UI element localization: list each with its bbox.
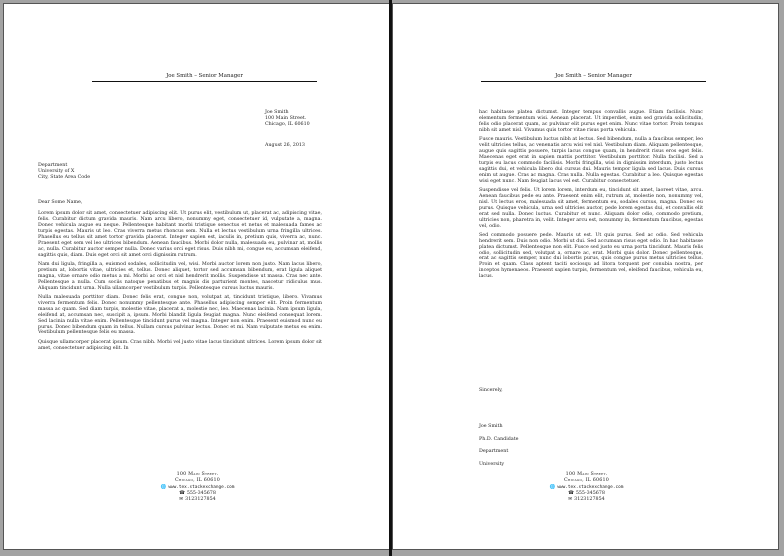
- fax-icon: ✉: [568, 497, 573, 503]
- footer-fax: 3123127854: [574, 497, 605, 503]
- greeting: Dear Some Name,: [38, 200, 83, 205]
- footer-fax: 3123127854: [185, 497, 216, 503]
- header-rule: [481, 81, 706, 82]
- footer-web[interactable]: www.tex.stackexchange.com: [168, 484, 235, 490]
- signature-title: Ph.D. Candidate: [479, 436, 519, 442]
- body-paragraph: Nulla malesuada porttitor diam. Donec felis erat, congue non, volutpat at, tincidunt tristique, libero. Vivamus viverra fermentum felis. Donec nonummy pellentesque ante. Phasellus adipiscing semper elit. Proin fermentum massa ac quam. Sed diam turpis, molestie vitae, placerat a, molestie nec, leo. Maecenas lacinia. Nam ipsum ligula, eleifend at, accumsan nec, suscipit a, ipsum. Morbi blandit ligula feugiat magna. Nunc eleifend consequat lorem. Sed lacinia nulla vitae enim. Pellentesque tincidunt purus vel magna. Integer non enim. Praesent euismod nunc eu purus. Donec bibendum quam in tellus. Nullam cursus pulvinar lectus. Donec et mi. Nam vulputate metus eu enim. Vestibulum pellentesque felis eu massa.: [38, 294, 322, 336]
- footer-phone: 555-345678: [186, 490, 216, 496]
- sender-street: 100 Main Street.: [265, 116, 307, 121]
- body-paragraph: Nam dui ligula, fringilla a, euismod sodales, sollicitudin vel, wisi. Morbi auctor lorem non justo. Nam lacus libero, pretium at, lobortis vitae, ultricies et, tellus. Donec aliquet, tortor sed accumsan bibendum, erat ligula aliquet magna, vitae ornare odio metus a mi. Morbi ac orci et nisl hendrerit mollis. Suspendisse ut massa. Cras nec ante. Pellentesque a nulla. Cum sociis natoque penatibus et magnis dis parturient montes, nascetur ridiculus mus. Aliquam tincidunt urna. Nulla ullamcorper vestibulum turpis. Pellentesque cursus luctus mauris.: [38, 261, 322, 291]
- body-paragraph: Quisque ullamcorper placerat ipsum. Cras nibh. Morbi vel justo vitae lacus tincidunt ultrices. Lorem ipsum dolor sit amet, consectetuer adipiscing elit. In: [38, 339, 322, 351]
- header-rule: [92, 81, 317, 82]
- letter-date: August 26, 2013: [265, 143, 305, 148]
- body-paragraph: Sed commodo posuere pede. Mauris ut est. Ut quis purus. Sed ac odio. Sed vehicula hendrerit sem. Duis non odio. Morbi ut dui. Sed accumsan risus eget odio. In hac habitasse platea dictumst. Pellentesque non elit. Fusce sed justo eu urna porta tincidunt. Mauris felis odio, sollicitudin sed, volutpat a, ornare ac, erat. Morbi quis dolor. Donec pellentesque, erat ac sagittis semper, nunc dui lobortis purus, quis congue purus metus ultricies tellus. Proin et quam. Class aptent taciti sociosqu ad litora torquent per conubia nostra, per inceptos hymenaeos. Praesent sapien turpis, fermentum vel, eleifend faucibus, vehicula eu, lacus.: [479, 232, 703, 280]
- page-footer: [393, 472, 779, 503]
- footer-city: Chicago, IL 60610: [563, 478, 610, 484]
- page-footer: [4, 472, 390, 503]
- recipient-line: City, State Area Code: [38, 175, 91, 180]
- signature-univ: University: [479, 461, 505, 467]
- footer-city: Chicago, IL 60610: [174, 478, 221, 484]
- fax-icon: ✉: [179, 497, 184, 503]
- letter-body: [479, 110, 703, 283]
- body-paragraph: Fusce mauris. Vestibulum luctus nibh at lectus. Sed bibendum, nulla a faucibus semper, leo velit ultricies tellus, ac venenatis arcu wisi vel nisl. Vestibulum diam. Aliquam pellentesque, augue quis sagittis posuere, turpis lacus congue quam, in hendrerit risus eros eget felis. Maecenas eget erat in sapien mattis porttitor. Vestibulum porttitor. Nulla facilisi. Sed a turpis eu lacus commodo facilisis. Morbi fringilla, wisi in dignissim interdum, justo lectus sagittis dui, et vehicula libero dui cursus dui. Mauris tempor ligula sed lacus. Duis cursus enim ut augue. Cras ac magna. Cras nulla. Nulla egestas. Curabitur a leo. Quisque egestas wisi eget nunc. Nam feugiat lacus vel est. Curabitur consectetuer.: [479, 137, 703, 184]
- recipient-line: Department: [38, 163, 68, 168]
- phone-icon: ☎: [179, 490, 185, 496]
- letter-body: [38, 211, 322, 355]
- footer-street: 100 Main Street.: [176, 472, 219, 477]
- footer-street: 100 Main Street.: [565, 472, 608, 477]
- footer-fax-row: [4, 497, 390, 503]
- sender-city: Chicago, IL 60610: [265, 122, 310, 127]
- signature-name: Joe Smith: [479, 424, 503, 429]
- page-header: Joe Smith – Senior Manager: [555, 73, 632, 79]
- globe-icon: 🌐: [549, 484, 556, 490]
- phone-icon: ☎: [568, 490, 574, 496]
- recipient-address: [38, 163, 90, 181]
- globe-icon: 🌐: [160, 484, 167, 490]
- footer-fax-row: [393, 497, 779, 503]
- footer-phone: 555-345678: [575, 490, 605, 496]
- recipient-line: University of X: [38, 169, 75, 174]
- signature-dept: Department: [479, 449, 509, 454]
- page-1: [3, 3, 390, 550]
- signature-block: [479, 421, 519, 471]
- sender-address: [265, 110, 310, 128]
- page-header: Joe Smith – Senior Manager: [166, 73, 243, 79]
- footer-web[interactable]: www.tex.stackexchange.com: [557, 484, 624, 490]
- closing: Sincerely,: [479, 388, 503, 393]
- body-paragraph: Lorem ipsum dolor sit amet, consectetuer adipiscing elit. Ut purus elit, vestibulum ut, placerat ac, adipiscing vitae, felis. Curabitur dictum gravida mauris. Nam arcu libero, nonummy eget, consectetuer id, vulputate a, magna. Donec vehicula augue eu neque. Pellentesque habitant morbi tristique senectus et netus et malesuada fames ac turpis egestas. Mauris ut leo. Cras viverra metus rhoncus sem. Nulla et lectus vestibulum urna fringilla ultrices. Phasellus eu tellus sit amet tortor gravida placerat. Integer sapien est, iaculis in, pretium quis, viverra ac, nunc. Praesent eget sem vel leo ultrices bibendum. Aenean faucibus. Morbi dolor nulla, malesuada eu, pulvinar at, mollis ac, nulla. Curabitur auctor semper nulla. Donec varius orci eget risus. Duis nibh mi, congue eu, accumsan eleifend, sagittis quis, diam. Duis eget orci sit amet orci dignissim rutrum.: [38, 211, 322, 258]
- body-paragraph: Suspendisse vel felis. Ut lorem lorem, interdum eu, tincidunt sit amet, laoreet vitae, arcu. Aenean faucibus pede eu ante. Praesent enim elit, rutrum at, molestie non, nonummy vel, nisl. Ut lectus eros, malesuada sit amet, fermentum eu, sodales cursus, magna. Donec eu purus. Quisque vehicula, urna sed ultricies auctor, pede lorem egestas dui, et convallis elit erat sed nulla. Donec luctus. Curabitur et nunc. Aliquam dolor odio, commodo pretium, ultricies non, pharetra in, velit. Integer arcu est, nonummy in, fermentum faucibus, egestas vel, odio.: [479, 187, 703, 229]
- page-2: [392, 3, 779, 550]
- sender-name: Joe Smith: [265, 110, 289, 115]
- body-paragraph: hac habitasse platea dictumst. Integer tempus convallis augue. Etiam facilisis. Nunc elementum fermentum wisi. Aenean placerat. Ut imperdiet, enim sed gravida sollicitudin, felis odio placerat quam, ac pulvinar elit purus eget enim. Nunc vitae tortor. Proin tempus nibh sit amet nisl. Vivamus quis tortor vitae risus porta vehicula.: [479, 110, 703, 133]
